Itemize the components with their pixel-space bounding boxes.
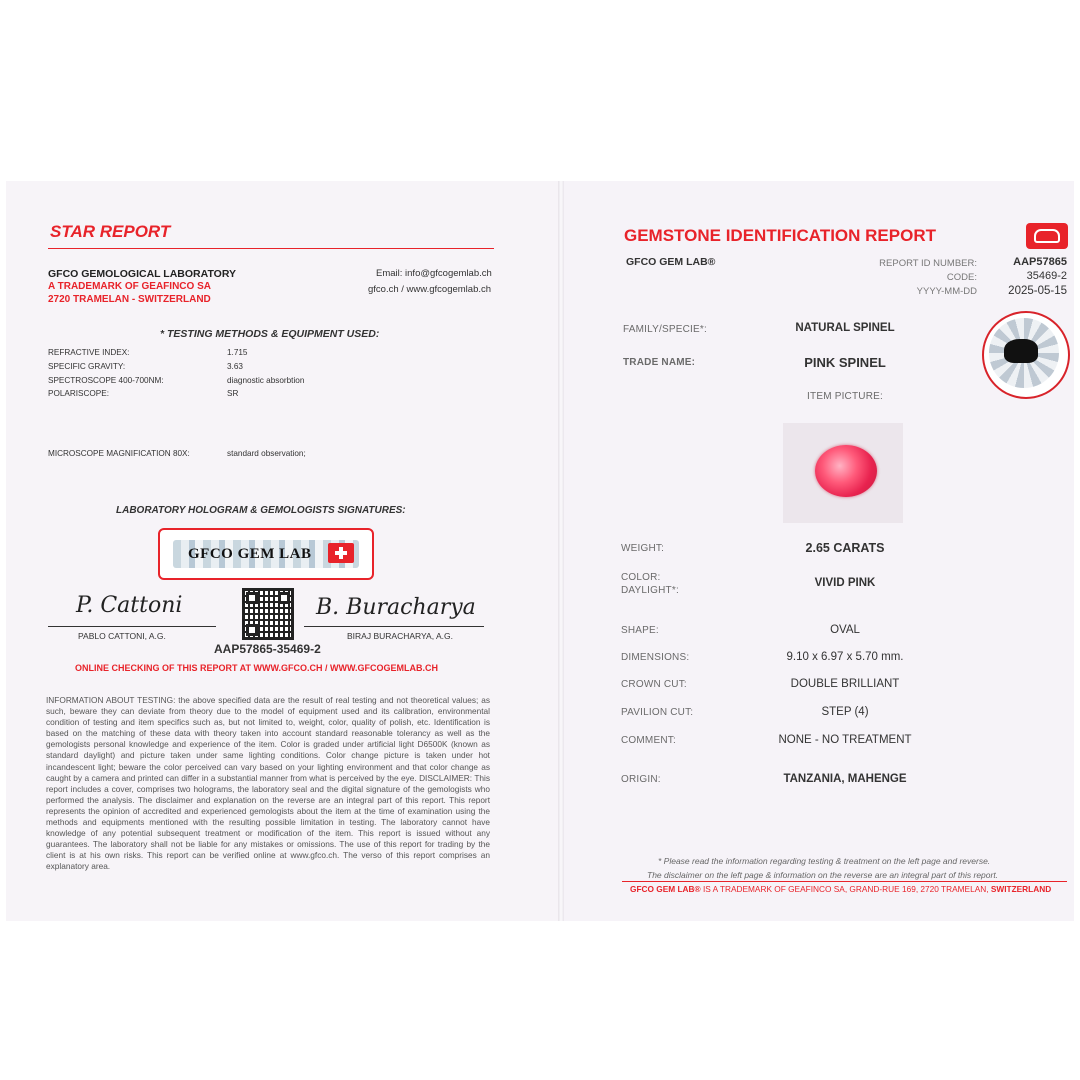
footer-rule	[622, 881, 1067, 882]
signature-line	[304, 626, 484, 627]
lab-hologram	[158, 528, 374, 580]
crown-cut-label: CROWN CUT:	[621, 679, 687, 690]
logo-mark	[1034, 229, 1060, 243]
color-value: VIVID PINK	[814, 577, 876, 589]
comment-value: NONE - NO TREATMENT	[778, 734, 912, 746]
footnote-2: The disclaimer on the left page & information on the reverse are an integral part of this report.	[647, 870, 999, 880]
test-value: 3.63	[227, 362, 243, 371]
report-date: 2025-05-15	[1008, 285, 1067, 297]
qr-finder	[246, 624, 258, 636]
swiss-flag-icon	[328, 543, 354, 563]
meta-label: REPORT ID NUMBER:	[879, 258, 977, 269]
report-title: GEMSTONE IDENTIFICATION REPORT	[624, 226, 936, 245]
pavilion-cut-value: STEP (4)	[821, 706, 869, 718]
online-check-link[interactable]: ONLINE CHECKING OF THIS REPORT AT WWW.GFCO.CH / WWW.GFCOGEMLAB.CH	[75, 663, 438, 673]
left-page	[6, 181, 558, 921]
report-code-value: 35469-2	[1026, 270, 1067, 282]
seal-emblem-icon	[1004, 339, 1038, 363]
report-id: AAP57865	[1013, 256, 1067, 268]
testing-information: INFORMATION ABOUT TESTING: the above specified data are the result of real testing and not theoretical values; as such, beware they can deviate from theory due to the model of equipment used and its calibration, environmental condition of testing and item specifics such as, but not limited to, weight, color, quality of polish, etc. Identification is based on the matching of these data with theory taken into account standard reasonable tolerancy as well as the gemologists personal knowledge and experience of the item. Color is graded under artificial light D6500K (known as standard daylight) and picture taken under same lighting conditions. Color change picture is taken under hot incandescent light; beware the color perceived can vary based on your lighting environment and that color change as caught by a camera and printed can differ in a substantial manner from what is perceived by the eye. DISCLAIMER: This report includes a cover, comprises two holograms, the laboratory seal and the digital signature of the gemologists who performed the analysis. The disclaimer and explanation on the reverse are an integral part of this report. This report represents the opinion of accredited and experienced gemologists about the item at the time of examination using the methods and equipments mentioned with the resulting possible limitation in testing. The laboratory cannot have knowledge of any potential subsequent treatment or modification of the item. This report is issued without any guarantees. The laboratory shall not be liable for any mistakes or omissions. The use of this report for trading by the client is at his own risks. This report can be verified online at www.gfco.ch. The verso of this report comprises an explanatory area.	[46, 695, 490, 872]
hologram-text: GFCO GEM LAB	[188, 546, 312, 562]
trade-name-value: PINK SPINEL	[804, 355, 886, 370]
footnote-1: * Please read the information regarding testing & treatment on the left page and reverse.	[658, 856, 991, 866]
trademark-line: A TRADEMARK OF GEAFINCO SA	[48, 281, 211, 292]
origin-value: TANZANIA, MAHENGE	[783, 773, 907, 785]
microscope-value: standard observation;	[227, 449, 306, 458]
pink-spinel-gem	[815, 445, 877, 497]
lab-email: Email: info@gfcogemlab.ch	[376, 268, 492, 279]
crown-cut-value: DOUBLE BRILLIANT	[790, 678, 900, 690]
weight-label: WEIGHT:	[621, 543, 665, 554]
test-label: POLARISCOPE:	[48, 389, 109, 398]
color-label: COLOR:	[621, 572, 661, 583]
report-code: AAP57865-35469-2	[214, 642, 321, 656]
qr-finder	[278, 592, 290, 604]
test-label: SPECTROSCOPE 400-700NM:	[48, 376, 164, 385]
weight-value: 2.65 CARATS	[805, 541, 885, 555]
meta-label: CODE:	[946, 272, 977, 283]
methods-title: * TESTING METHODS & EQUIPMENT USED:	[160, 328, 380, 340]
footer	[630, 884, 1051, 894]
pavilion-cut-label: PAVILION CUT:	[621, 707, 694, 718]
laboratory-seal	[982, 311, 1070, 399]
right-page	[564, 181, 1074, 921]
test-label: SPECIFIC GRAVITY:	[48, 362, 126, 371]
brand-name: GFCO GEM LAB®	[626, 256, 716, 268]
signature-name-2: BIRAJ BURACHARYA, A.G.	[347, 631, 453, 641]
gfco-logo-icon	[1026, 223, 1068, 249]
family-value: NATURAL SPINEL	[795, 322, 895, 334]
microscope-label: MICROSCOPE MAGNIFICATION 80X:	[48, 449, 190, 458]
origin-label: ORIGIN:	[621, 774, 661, 785]
lab-web: gfco.ch / www.gfcogemlab.ch	[368, 284, 492, 295]
test-label: REFRACTIVE INDEX:	[48, 348, 130, 357]
test-value: SR	[227, 389, 239, 398]
signature-buracharya: B. Buracharya	[316, 595, 476, 620]
test-value: 1.715	[227, 348, 248, 357]
footer-text: IS A TRADEMARK OF GEAFINCO SA, GRAND-RUE 169, 2720 TRAMELAN,	[702, 884, 989, 894]
trade-name-label: TRADE NAME:	[623, 357, 696, 368]
signature-name-1: PABLO CATTONI, A.G.	[78, 631, 166, 641]
meta-label: YYYY-MM-DD	[916, 286, 977, 297]
dimensions-label: DIMENSIONS:	[621, 652, 690, 663]
signature-line	[48, 626, 216, 627]
title-rule	[48, 248, 494, 249]
item-picture	[783, 423, 903, 523]
footer-brand: GFCO GEM LAB®	[630, 884, 701, 894]
test-value: diagnostic absorbtion	[227, 376, 305, 385]
footer-country: SWITZERLAND	[990, 884, 1052, 894]
address-line: 2720 TRAMELAN - SWITZERLAND	[48, 294, 211, 305]
signature-cattoni: P. Cattoni	[76, 593, 183, 618]
item-picture-label: ITEM PICTURE:	[807, 391, 883, 402]
hologram-title: LABORATORY HOLOGRAM & GEMOLOGISTS SIGNATURES:	[116, 505, 406, 516]
family-label: FAMILY/SPECIE*:	[623, 324, 707, 335]
qr-code[interactable]	[242, 588, 294, 640]
shape-value: OVAL	[830, 624, 860, 636]
lab-name: GFCO GEMOLOGICAL LABORATORY	[48, 268, 237, 280]
shape-label: SHAPE:	[621, 625, 659, 636]
qr-finder	[246, 592, 258, 604]
comment-label: COMMENT:	[621, 735, 676, 746]
dimensions-value: 9.10 x 6.97 x 5.70 mm.	[786, 651, 904, 663]
daylight-label: DAYLIGHT*:	[621, 585, 679, 596]
star-report-title: STAR REPORT	[50, 222, 171, 241]
